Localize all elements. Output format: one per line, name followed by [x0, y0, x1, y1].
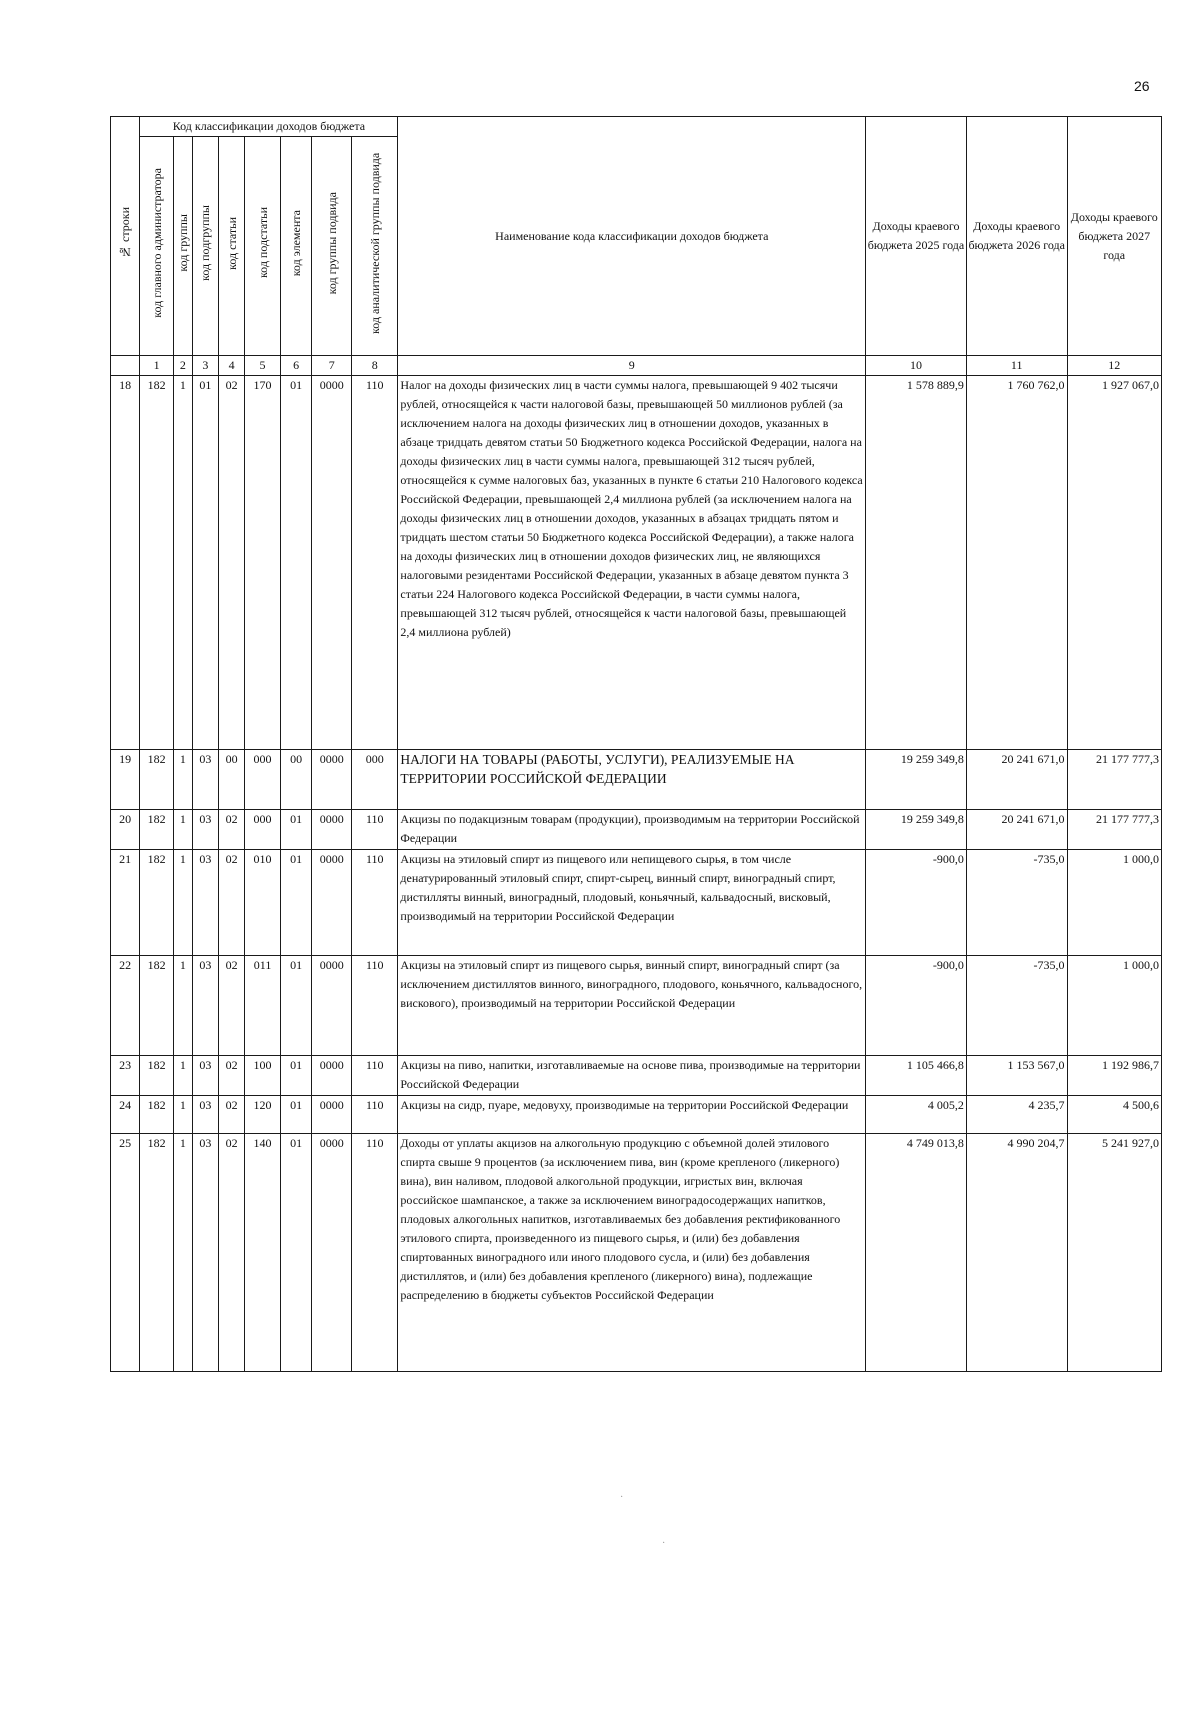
table-row — [111, 1134, 1162, 1372]
column-number: 9 — [398, 356, 866, 376]
income-2027: 21 177 777,3 — [1067, 750, 1161, 810]
table-row — [111, 750, 1162, 810]
income-2026: 4 990 204,7 — [966, 1134, 1067, 1372]
header-classification-group: Код классификации доходов бюджета — [140, 117, 398, 137]
article-code: 02 — [219, 376, 245, 750]
header-group-code: код группы — [173, 137, 192, 356]
subgroup-code: 03 — [192, 850, 218, 956]
subtype-group-code: 0000 — [312, 376, 352, 750]
income-2026: 20 241 671,0 — [966, 810, 1067, 850]
income-2025: 4 005,2 — [866, 1096, 967, 1134]
scan-speck: · — [662, 1538, 666, 1549]
income-2026: -735,0 — [966, 956, 1067, 1056]
income-2027: 4 500,6 — [1067, 1096, 1161, 1134]
subgroup-code: 03 — [192, 956, 218, 1056]
subgroup-code: 03 — [192, 1056, 218, 1096]
article-code: 02 — [219, 1056, 245, 1096]
column-number: 8 — [352, 356, 398, 376]
column-number — [111, 356, 140, 376]
article-code: 02 — [219, 956, 245, 1056]
row-number: 21 — [111, 850, 140, 956]
row-number: 23 — [111, 1056, 140, 1096]
income-2026: 1 153 567,0 — [966, 1056, 1067, 1096]
income-name: Налог на доходы физических лиц в части суммы налога, превышающей 9 402 тысячи рублей, относящейся к части налоговой базы, превышающей 50 миллионов рублей (за исключением налога на доходы физических лиц в отношении доходов, указанных в абзаце тридцать девятом статьи 50 Бюджетного кодекса Российской Федерации, налога на доходы физических лиц в части суммы налога, превышающей 312 тысяч рублей, относящейся к сумме налоговых баз, указанных в пункте 6 статьи 210 Налогового кодекса Российской Федерации, превышающей 2,4 миллиона рублей (за исключением налога на доходы физических лиц в отношении доходов, указанных в абзацах тридцать пятом и тридцать шестом статьи 50 Бюджетного кодекса Российской Федерации), а также налога на доходы физических лиц в отношении доходов физических лиц, не являющихся налоговыми резидентами Российской Федерации, указанных в абзаце девятом пункта 3 статьи 224 Налогового кодекса Российской Федерации, в части суммы налога, превышающей 312 тысяч рублей, относящейся к части налоговой базы, превышающей 2,4 миллиона рублей) — [398, 376, 866, 750]
group-code: 1 — [173, 376, 192, 750]
income-2025: -900,0 — [866, 850, 967, 956]
header-article-code: код статьи — [219, 137, 245, 356]
group-code: 1 — [173, 850, 192, 956]
header-subarticle-code: код подстатьи — [245, 137, 281, 356]
income-2026: 4 235,7 — [966, 1096, 1067, 1134]
income-2025: 1 578 889,9 — [866, 376, 967, 750]
admin-code: 182 — [140, 810, 174, 850]
column-number: 4 — [219, 356, 245, 376]
income-2026: 20 241 671,0 — [966, 750, 1067, 810]
header-income-2026: Доходы краевого бюджета 2026 года — [966, 117, 1067, 356]
header-admin-code: код главного администратора — [140, 137, 174, 356]
header-element-code: код элемента — [280, 137, 311, 356]
subtype-group-code: 0000 — [312, 810, 352, 850]
column-number: 1 — [140, 356, 174, 376]
column-number: 11 — [966, 356, 1067, 376]
income-name: Акцизы на пиво, напитки, изготавливаемые на основе пива, производимые на территории Российской Федерации — [398, 1056, 866, 1096]
row-number: 24 — [111, 1096, 140, 1134]
subarticle-code: 100 — [245, 1056, 281, 1096]
subtype-group-code: 0000 — [312, 1096, 352, 1134]
admin-code: 182 — [140, 956, 174, 1056]
income-name: Доходы от уплаты акцизов на алкогольную продукцию с объемной долей этилового спирта свыше 9 процентов (за исключением пива, вин (кроме крепленого (ликерного) вина), вин наливом, плодовой алкогольной продукции, игристых вин, включая российское шампанское, а также за исключением виноградосодержащих напитков, плодовых алкогольных напитков, изготавливаемых без добавления ректификованного этилового спирта, произведенного из пищевого сырья, и (или) без добавления спиртованных виноградного или иного плодового сусла, и (или) без добавления дистиллятов, и (или) без добавления крепленого (ликерного) вина), подлежащие распределению в бюджеты субъектов Российской Федерации — [398, 1134, 866, 1372]
table-row — [111, 810, 1162, 850]
group-code: 1 — [173, 1056, 192, 1096]
column-number: 12 — [1067, 356, 1161, 376]
column-number-row — [111, 356, 1162, 376]
subarticle-code: 010 — [245, 850, 281, 956]
element-code: 01 — [280, 1096, 311, 1134]
subtype-group-code: 0000 — [312, 1134, 352, 1372]
row-number: 25 — [111, 1134, 140, 1372]
income-2027: 1 000,0 — [1067, 956, 1161, 1056]
admin-code: 182 — [140, 750, 174, 810]
admin-code: 182 — [140, 1056, 174, 1096]
income-name: Акцизы на этиловый спирт из пищевого или непищевого сырья, в том числе денатурированный этиловый спирт, спирт-сырец, винный спирт, виноградный спирт, дистилляты винный, виноградный, плодовый, коньячный, кальвадосный, висковый, производимый на территории Российской Федерации — [398, 850, 866, 956]
group-code: 1 — [173, 1134, 192, 1372]
analytic-group-code: 110 — [352, 1056, 398, 1096]
scan-speck: · — [620, 1492, 624, 1503]
row-number: 18 — [111, 376, 140, 750]
income-2026: -735,0 — [966, 850, 1067, 956]
header-row-number: № строки — [111, 117, 140, 356]
article-code: 00 — [219, 750, 245, 810]
income-name: Акцизы на этиловый спирт из пищевого сырья, винный спирт, виноградный спирт (за исключением дистиллятов винного, виноградного, плодового, коньячного, кальвадосного, вискового), производимый на территории Российской Федерации — [398, 956, 866, 1056]
row-number: 22 — [111, 956, 140, 1056]
table-row — [111, 1096, 1162, 1134]
income-2027: 5 241 927,0 — [1067, 1134, 1161, 1372]
admin-code: 182 — [140, 376, 174, 750]
subgroup-code: 01 — [192, 376, 218, 750]
subtype-group-code: 0000 — [312, 750, 352, 810]
analytic-group-code: 110 — [352, 376, 398, 750]
subarticle-code: 140 — [245, 1134, 281, 1372]
column-number: 2 — [173, 356, 192, 376]
element-code: 01 — [280, 810, 311, 850]
income-2027: 21 177 777,3 — [1067, 810, 1161, 850]
column-number: 7 — [312, 356, 352, 376]
subarticle-code: 000 — [245, 750, 281, 810]
group-code: 1 — [173, 750, 192, 810]
column-number: 5 — [245, 356, 281, 376]
income-name: Акцизы по подакцизным товарам (продукции), производимым на территории Российской Федерации — [398, 810, 866, 850]
element-code: 01 — [280, 850, 311, 956]
header-subtype-group-code: код группы подвида — [312, 137, 352, 356]
table-row — [111, 850, 1162, 956]
analytic-group-code: 110 — [352, 850, 398, 956]
budget-revenue-table — [110, 116, 1162, 1372]
element-code: 01 — [280, 956, 311, 1056]
income-2025: 4 749 013,8 — [866, 1134, 967, 1372]
admin-code: 182 — [140, 850, 174, 956]
analytic-group-code: 110 — [352, 1134, 398, 1372]
element-code: 01 — [280, 376, 311, 750]
column-number: 10 — [866, 356, 967, 376]
header-name: Наименование кода классификации доходов бюджета — [398, 117, 866, 356]
header-subgroup-code: код подгруппы — [192, 137, 218, 356]
analytic-group-code: 110 — [352, 956, 398, 1056]
subtype-group-code: 0000 — [312, 850, 352, 956]
column-number: 3 — [192, 356, 218, 376]
income-2025: 1 105 466,8 — [866, 1056, 967, 1096]
column-number: 6 — [280, 356, 311, 376]
analytic-group-code: 000 — [352, 750, 398, 810]
element-code: 00 — [280, 750, 311, 810]
element-code: 01 — [280, 1134, 311, 1372]
header-income-2025: Доходы краевого бюджета 2025 года — [866, 117, 967, 356]
subtype-group-code: 0000 — [312, 956, 352, 1056]
subarticle-code: 120 — [245, 1096, 281, 1134]
header-analytic-group-code: код аналитической группы подвида — [352, 137, 398, 356]
article-code: 02 — [219, 1096, 245, 1134]
income-name: НАЛОГИ НА ТОВАРЫ (РАБОТЫ, УСЛУГИ), РЕАЛИЗУЕМЫЕ НА ТЕРРИТОРИИ РОССИЙСКОЙ ФЕДЕРАЦИИ — [398, 750, 866, 810]
subtype-group-code: 0000 — [312, 1056, 352, 1096]
admin-code: 182 — [140, 1096, 174, 1134]
group-code: 1 — [173, 810, 192, 850]
element-code: 01 — [280, 1056, 311, 1096]
page-number: 26 — [1134, 78, 1150, 94]
article-code: 02 — [219, 850, 245, 956]
income-2025: -900,0 — [866, 956, 967, 1056]
article-code: 02 — [219, 1134, 245, 1372]
income-2027: 1 192 986,7 — [1067, 1056, 1161, 1096]
income-2026: 1 760 762,0 — [966, 376, 1067, 750]
table-row — [111, 376, 1162, 750]
admin-code: 182 — [140, 1134, 174, 1372]
group-code: 1 — [173, 1096, 192, 1134]
income-2025: 19 259 349,8 — [866, 750, 967, 810]
income-2025: 19 259 349,8 — [866, 810, 967, 850]
subgroup-code: 03 — [192, 750, 218, 810]
subgroup-code: 03 — [192, 810, 218, 850]
subarticle-code: 011 — [245, 956, 281, 1056]
subarticle-code: 170 — [245, 376, 281, 750]
subgroup-code: 03 — [192, 1096, 218, 1134]
subarticle-code: 000 — [245, 810, 281, 850]
table-row — [111, 956, 1162, 1056]
subgroup-code: 03 — [192, 1134, 218, 1372]
group-code: 1 — [173, 956, 192, 1056]
header-income-2027: Доходы краевого бюджета 2027 года — [1067, 117, 1161, 356]
table-row — [111, 1056, 1162, 1096]
analytic-group-code: 110 — [352, 810, 398, 850]
article-code: 02 — [219, 810, 245, 850]
income-2027: 1 927 067,0 — [1067, 376, 1161, 750]
row-number: 19 — [111, 750, 140, 810]
header-row-top — [111, 117, 1162, 137]
row-number: 20 — [111, 810, 140, 850]
income-name: Акцизы на сидр, пуаре, медовуху, производимые на территории Российской Федерации — [398, 1096, 866, 1134]
income-2027: 1 000,0 — [1067, 850, 1161, 956]
analytic-group-code: 110 — [352, 1096, 398, 1134]
